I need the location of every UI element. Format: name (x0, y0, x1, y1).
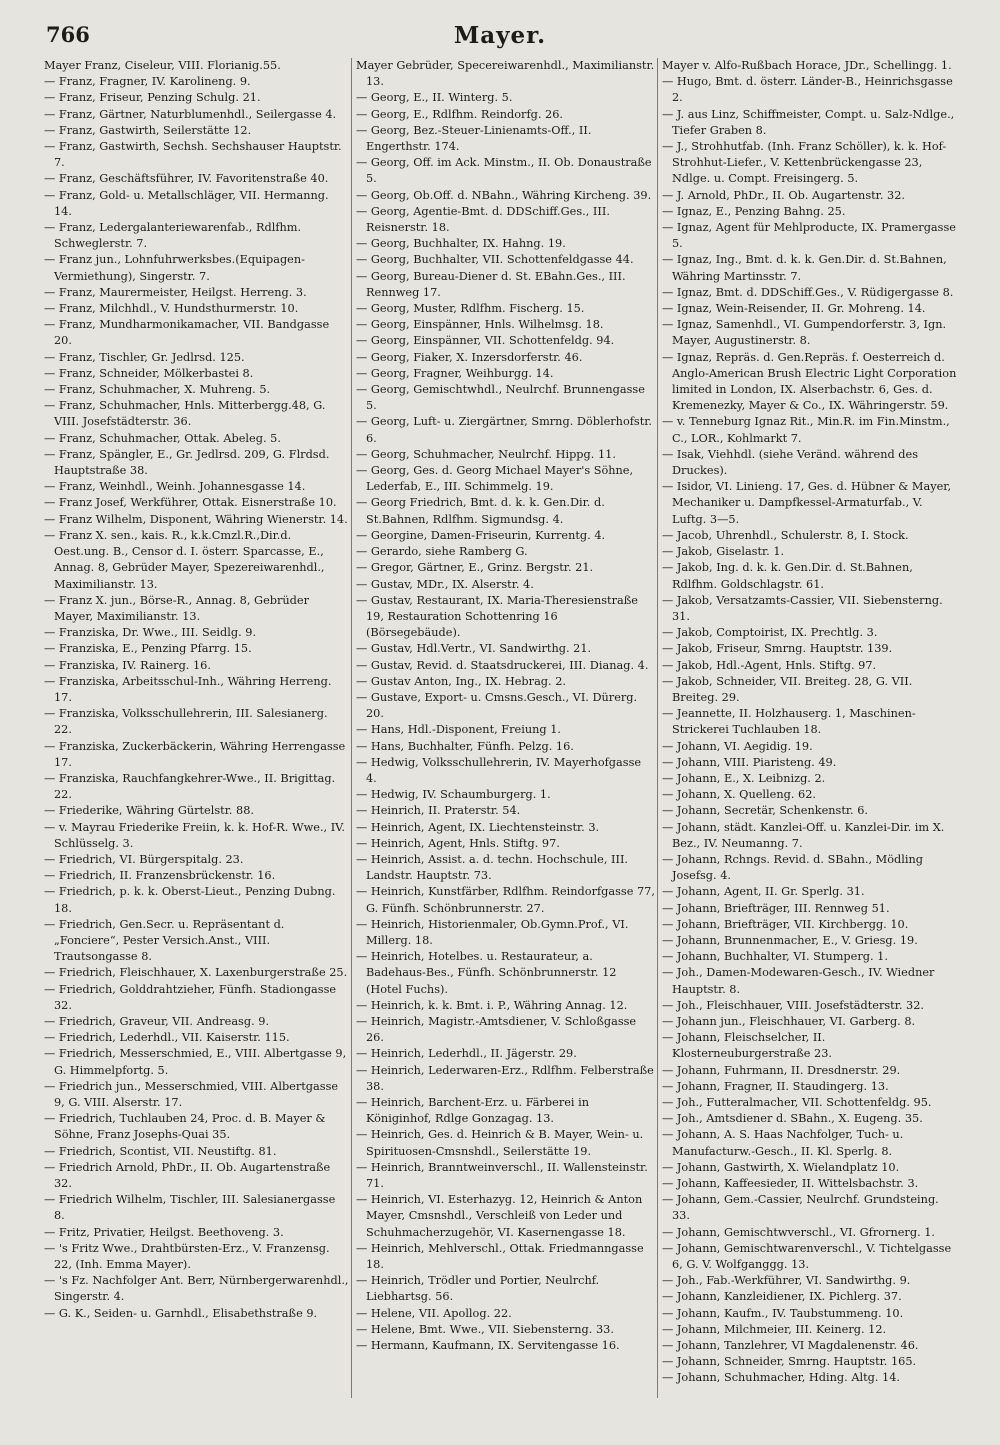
directory-entry: — Franz, Mundharmonikamacher, VII. Bandgasse 20. (44, 318, 330, 348)
directory-entry: — Heinrich, VI. Esterhazyg. 12, Heinrich & Anton Mayer, Cmsnshdl., Verschleiß von Leder und Schuhmacherzugehör, VI. Kasernengasse 18. (356, 1193, 643, 1239)
directory-entry: — Franz Josef, Werkführer, Ottak. Eisnerstraße 10. (44, 496, 337, 510)
directory-entry: — Gustav Anton, Ing., IX. Hebrag. 2. (356, 674, 566, 688)
directory-entry: — Georg, Ges. d. Georg Michael Mayer's Söhne, Lederfab, E., III. Schimmelg. 19. (356, 464, 634, 494)
directory-entry: — Johann, Rchngs. Revid. d. SBahn., Mödling Josefsg. 4. (662, 852, 924, 883)
directory-entry: — Johann, VIII. Piaristeng. 49. (662, 755, 837, 769)
directory-entry: — Friedrich, VI. Bürgerspitalg. 23. (44, 852, 244, 866)
directory-entry: — Heinrich, Kunstfärber, Rdlfhm. Reindorfgasse 77, G. Fünfh. Schönbrunnerstr. 27. (356, 885, 655, 915)
column-3 (662, 58, 960, 1398)
directory-entry: — Jakob, Ing. d. k. k. Gen.Dir. d. St.Bahnen, Rdlfhm. Goldschlagstr. 61. (662, 561, 913, 591)
directory-entry: — 's Fritz Wwe., Drahtbürsten-Erz., V. Franzensg. 22, (Inh. Emma Mayer). (44, 1241, 330, 1272)
directory-entry: — G. K., Seiden- u. Garnhdl., Elisabethstraße 9. (44, 1306, 318, 1320)
directory-entry: — Jakob, Comptoirist, IX. Prechtlg. 3. (662, 626, 878, 640)
directory-entry: — Franziska, Volksschullehrerin, III. Salesianerg. 22. (44, 707, 328, 737)
directory-entry: — Ignaz, Agent für Mehlproducte, IX. Pramergasse 5. (662, 221, 956, 251)
directory-entry: — Heinrich, Trödler und Portier, Neulrchf. Liebhartsg. 56. (356, 1274, 600, 1304)
directory-entry: — Franz, Geschäftsführer, IV. Favoritenstraße 40. (44, 172, 329, 186)
directory-entry: — Georg, Muster, Rdlfhm. Fischerg. 15. (356, 302, 585, 316)
directory-entry: — Johann, städt. Kanzlei-Off. u. Kanzlei-Dir. im X. Bez., IV. Neumanng. 7. (662, 820, 945, 850)
directory-entry: — Georg, Bez.-Steuer-Linienamts-Off., II. Engerthstr. 174. (356, 123, 592, 154)
page-number: 766 (46, 22, 90, 47)
directory-entry: — Heinrich, Historienmaler, Ob.Gymn.Prof., VI. Millerg. 18. (356, 917, 629, 947)
directory-entry: — Gustav, Revid. d. Staatsdruckerei, III. Dianag. 4. (356, 658, 649, 672)
directory-entry: — Franz, Gold- u. Metallschläger, VII. Hermanng. 14. (44, 188, 329, 218)
directory-entry: — Franz, Schuhmacher, Ottak. Abeleg. 5. (44, 431, 281, 445)
directory-entry: — Friedrich, Tuchlauben 24, Proc. d. B. Mayer & Söhne, Franz Josephs-Quai 35. (44, 1112, 326, 1142)
directory-entry: — Helene, VII. Apollog. 22. (356, 1306, 512, 1320)
directory-entry: — Friedrich jun., Messerschmied, VIII. Albertgasse 9, G. VIII. Alserstr. 17. (44, 1079, 339, 1109)
directory-entry: — Friedrich, p. k. k. Oberst-Lieut., Penzing Dubng. 18. (44, 885, 336, 915)
directory-entry: — Johann, E., X. Leibnizg. 2. (662, 771, 826, 785)
directory-entry: — Ignaz, Repräs. d. Gen.Repräs. f. Oesterreich d. Anglo-American Brush Electric Light Corporation limited in London, IX. Alserbachstr. 6, Ges. d. Kremenezky, Mayer & Co., IX. Währingerstr. 59. (662, 350, 957, 413)
directory-entry: — Georg, Ob.Off. d. NBahn., Währing Kircheng. 39. (356, 188, 652, 202)
directory-entry: — Franz, Schuhmacher, Hnls. Mitterbergg.48, G. VIII. Josefstädterstr. 36. (44, 399, 326, 429)
directory-entry: — Heinrich, Ges. d. Heinrich & B. Mayer, Wein- u. Spirituosen-Cmsnshdl., Seilerstätte 19. (356, 1128, 644, 1158)
directory-entry: — Hugo, Bmt. d. österr. Länder-B., Heinrichsgasse 2. (662, 75, 953, 105)
directory-entry: — Johann, Schneider, Smrng. Hauptstr. 165. (662, 1355, 917, 1369)
directory-entry: — Johann, Fuhrmann, II. Dresdnerstr. 29. (662, 1063, 901, 1077)
directory-entry: — Joh., Futteralmacher, VII. Schottenfeldg. 95. (662, 1096, 932, 1109)
directory-entry: — Franz, Ledergalanteriewarenfab., Rdlfhm. Schweglerstr. 7. (44, 221, 302, 251)
directory-entry: — Franziska, IV. Rainerg. 16. (44, 658, 211, 672)
directory-entry: — v. Mayrau Friederike Freiin, k. k. Hof-R. Wwe., IV. Schlüsselg. 3. (44, 820, 345, 850)
directory-entry: — Friedrich, II. Franzensbrückenstr. 16. (44, 869, 276, 883)
directory-entry: — Joh., Amtsdiener d. SBahn., X. Eugeng. 35. (662, 1112, 923, 1126)
directory-entry: — Friedrich, Golddrahtzieher, Fünfh. Stadiongasse 32. (44, 982, 337, 1012)
directory-entry: — Ignaz, Wein-Reisender, II. Gr. Mohreng. 14. (662, 302, 926, 316)
directory-entry: — Johann, Gemischtwverschl., VI. Gfrornerg. 1. (662, 1225, 936, 1239)
directory-entry: — Franziska, Rauchfangkehrer-Wwe., II. Brigittag. 22. (44, 771, 336, 802)
directory-entry: — Johann, Briefträger, III. Rennweg 51. (662, 901, 890, 915)
directory-entry: — Georg, Luft- u. Ziergärtner, Smrng. Döblerhofstr. 6. (356, 415, 653, 445)
directory-entry: — Franz, Fragner, IV. Karolineng. 9. (44, 75, 251, 89)
directory-entry: — Johann, Gemischtwarenverschl., V. Tichtelgasse 6, G. V. Wolfganggg. 13. (662, 1241, 952, 1272)
directory-entry: — Franz, Spängler, E., Gr. Jedlrsd. 209, G. Flrdsd. Hauptstraße 38. (44, 447, 330, 478)
directory-entry: — Hans, Hdl.-Disponent, Freiung 1. (356, 723, 561, 737)
directory-entry: — Johann, Kaufm., IV. Taubstummeng. 10. (662, 1306, 904, 1320)
directory-entry: — Friedrich, Lederhdl., VII. Kaiserstr. 115. (44, 1031, 290, 1045)
directory-entry: — Franziska, E., Penzing Pfarrg. 15. (44, 642, 252, 656)
directory-entry: — Gustave, Export- u. Cmsns.Gesch., VI. Dürerg. 20. (356, 690, 638, 721)
directory-entry: — Heinrich, II. Praterstr. 54. (356, 804, 521, 818)
directory-entry: — Jakob, Friseur, Smrng. Hauptstr. 139. (662, 642, 893, 656)
page-header (0, 18, 1000, 54)
directory-entry: — Johann, Milchmeier, III. Keinerg. 12. (662, 1322, 887, 1336)
directory-entry: — Georg, Fragner, Weihburgg. 14. (356, 366, 554, 380)
directory-entry: — Joh., Damen-Modewaren-Gesch., IV. Wiedner Hauptstr. 8. (662, 966, 935, 996)
directory-entry: Mayer Gebrüder, Specereiwarenhdl., Maximilianstr. 13. (356, 59, 655, 89)
directory-entry: — J., Strohhutfab. (Inh. Franz Schöller), k. k. Hof-Strohhut-Liefer., V. Kettenbrückengasse 23, Ndlge. u. Compt. Freisingerg. 5. (662, 140, 947, 186)
column-2 (356, 58, 655, 1398)
directory-entry: — Georgine, Damen-Friseurin, Kurrentg. 4. (356, 528, 606, 542)
directory-entry: — Hans, Buchhalter, Fünfh. Pelzg. 16. (356, 739, 574, 753)
directory-entry: — v. Tenneburg Ignaz Rit., Min.R. im Fin.Minstm., C., LOR., Kohlmarkt 7. (662, 415, 950, 445)
directory-entry: — Johann, Gem.-Cassier, Neulrchf. Grundsteing. 33. (662, 1193, 939, 1223)
directory-entry: — Johann, Brunnenmacher, E., V. Griesg. 19. (662, 933, 918, 947)
directory-entry: — Georg, Buchhalter, VII. Schottenfeldgasse 44. (356, 253, 634, 267)
directory-entry: — Hedwig, Volksschullehrerin, IV. Mayerhofgasse 4. (356, 755, 642, 785)
directory-entry: — Heinrich, Assist. a. d. techn. Hochschule, III. Landstr. Hauptstr. 73. (356, 852, 629, 883)
directory-entry: — Heinrich, Branntweinverschl., II. Wallensteinstr. 71. (356, 1160, 648, 1191)
directory-entry: — Ignaz, Ing., Bmt. d. k. k. Gen.Dir. d. St.Bahnen, Währing Martinsstr. 7. (662, 253, 947, 283)
directory-entry: — Georg, Schuhmacher, Neulrchf. Hippg. 11. (356, 447, 616, 461)
directory-entry: — Georg, Einspänner, VII. Schottenfeldg. 94. (356, 334, 615, 348)
directory-entry: — Jakob, Schneider, VII. Breiteg. 28, G. VII. Breiteg. 29. (662, 674, 913, 704)
directory-entry: — Franz, Schneider, Mölkerbastei 8. (44, 366, 254, 380)
directory-entry: — Franz jun., Lohnfuhrwerksbes.(Equipagen-Vermiethung), Singerstr. 7. (44, 253, 305, 283)
directory-entry: — Friedrich, Messerschmied, E., VIII. Albertgasse 9, G. Himmelpfortg. 5. (44, 1047, 347, 1077)
directory-entry: — Franz, Gärtner, Naturblumenhdl., Seilergasse 4. (44, 107, 337, 121)
directory-entry: — Gregor, Gärtner, E., Grinz. Bergstr. 21. (356, 561, 594, 575)
directory-entry: — Georg, Gemischtwhdl., Neulrchf. Brunnengasse 5. (356, 383, 645, 413)
directory-entry: — Johann, VI. Aegidig. 19. (662, 739, 813, 753)
directory-entry: — Friedrich, Fleischhauer, X. Laxenburgerstraße 25. (44, 966, 348, 980)
directory-entry: — Hedwig, IV. Schaumburgerg. 1. (356, 788, 551, 802)
directory-entry: — Franz, Friseur, Penzing Schulg. 21. (44, 91, 261, 105)
directory-entry: — Johann, Kaffeesieder, II. Wittelsbachstr. 3. (662, 1177, 919, 1191)
directory-entry: — Heinrich, Agent, Hnls. Stiftg. 97. (356, 836, 560, 850)
directory-entry: — Johann, A. S. Haas Nachfolger, Tuch- u. Manufacturw.-Gesch., II. Kl. Sperlg. 8. (662, 1128, 904, 1158)
directory-entry: — Georg, E., II. Winterg. 5. (356, 91, 513, 105)
directory-entry: — Gustav, MDr., IX. Alserstr. 4. (356, 577, 534, 591)
directory-entry: — Heinrich, Mehlverschl., Ottak. Friedmanngasse 18. (356, 1241, 644, 1272)
directory-entry: — Franz, Schuhmacher, X. Muhreng. 5. (44, 383, 271, 397)
column-1 (44, 58, 349, 1398)
column-divider (657, 58, 658, 1398)
directory-entry: — Franz X. sen., kais. R., k.k.Cmzl.R.,Dir.d. Oest.ung. B., Censor d. I. österr. Sparcasse, E., Annag. 8, Gebrüder Mayer, Spezereiwarenhdl., Maximilianstr. 13. (44, 528, 325, 591)
directory-entry: — Ignaz, Bmt. d. DDSchiff.Ges., V. Rüdigergasse 8. (662, 285, 954, 299)
directory-entry: — J. aus Linz, Schiffmeister, Compt. u. Salz-Ndlge., Tiefer Graben 8. (662, 107, 955, 137)
directory-entry: — Joh., Fleischhauer, VIII. Josefstädterstr. 32. (662, 998, 925, 1012)
directory-entry: — Georg, Einspänner, Hnls. Wilhelmsg. 18. (356, 318, 604, 332)
directory-entry: — Heinrich, Agent, IX. Liechtensteinstr. 3. (356, 820, 600, 834)
directory-entry: — Jakob, Giselastr. 1. (662, 545, 785, 559)
directory-entry: — Johann, Gastwirth, X. Wielandplatz 10. (662, 1160, 900, 1174)
directory-entry: — Jakob, Versatzamts-Cassier, VII. Siebensterng. 31. (662, 593, 943, 623)
directory-entry: — Franz Wilhelm, Disponent, Währing Wienerstr. 14. (44, 512, 348, 526)
directory-entry: — Georg Friedrich, Bmt. d. k. k. Gen.Dir. d. St.Bahnen, Rdlfhm. Sigmundsg. 4. (356, 496, 605, 526)
directory-entry: — Franz, Gastwirth, Seilerstätte 12. (44, 123, 252, 137)
directory-entry: — Georg, Off. im Ack. Minstm., II. Ob. Donaustraße 5. (356, 156, 652, 186)
directory-entry: — Heinrich, Lederhdl., II. Jägerstr. 29. (356, 1047, 577, 1061)
directory-entry: — Georg, Bureau-Diener d. St. EBahn.Ges., III. Rennweg 17. (356, 269, 626, 299)
directory-entry: — Friederike, Währing Gürtelstr. 88. (44, 804, 255, 818)
directory-entry: — Friedrich Wilhelm, Tischler, III. Salesianergasse 8. (44, 1193, 336, 1223)
directory-entry: — Johann jun., Fleischhauer, VI. Garberg. 8. (662, 1014, 916, 1028)
directory-entry: — Franziska, Arbeitsschul-Inh., Währing Herreng. 17. (44, 674, 332, 704)
directory-entry: — Franz, Weinhdl., Weinh. Johannesgasse 14. (44, 480, 306, 494)
directory-entry: — Jakob, Hdl.-Agent, Hnls. Stiftg. 97. (662, 658, 877, 672)
directory-entry: — Heinrich, k. k. Bmt. i. P., Währing Annag. 12. (356, 998, 628, 1012)
directory-entry: — Johann, Fragner, II. Staudingerg. 13. (662, 1079, 889, 1093)
directory-entry: — Georg, Buchhalter, IX. Hahng. 19. (356, 237, 566, 251)
directory-entry: — Georg, E., Rdlfhm. Reindorfg. 26. (356, 107, 564, 121)
directory-entry: — Fritz, Privatier, Heilgst. Beethoveng. 3. (44, 1225, 284, 1239)
directory-entry: — Heinrich, Magistr.-Amtsdiener, V. Schloßgasse 26. (356, 1014, 637, 1045)
directory-entry: — Helene, Bmt. Wwe., VII. Siebensterng. 33. (356, 1322, 614, 1336)
directory-entry: Mayer v. Alfo-Rußbach Horace, JDr., Schellingg. 1. (662, 59, 952, 72)
directory-entry: — Franz, Gastwirth, Sechsh. Sechshauser Hauptstr. 7. (44, 140, 342, 170)
directory-entry: — Gerardo, siehe Ramberg G. (356, 545, 528, 559)
directory-entry: — Gustav, Hdl.Vertr., VI. Sandwirthg. 21. (356, 642, 592, 656)
directory-entry: — Heinrich, Lederwaren-Erz., Rdlfhm. Felberstraße 38. (356, 1063, 654, 1093)
directory-entry: — Jacob, Uhrenhdl., Schulerstr. 8, I. Stock. (662, 528, 909, 542)
directory-entry: — J. Arnold, PhDr., II. Ob. Augartenstr. 32. (662, 188, 905, 202)
directory-entry: — Ignaz, Samenhdl., VI. Gumpendorferstr. 3, Ign. Mayer, Augustinerstr. 8. (662, 318, 947, 348)
directory-entry: — Hermann, Kaufmann, IX. Servitengasse 16. (356, 1339, 620, 1353)
directory-entry: — Friedrich, Gen.Secr. u. Repräsentant d. „Fonciere“, Pester Versich.Anst., VIII. Trautsongasse 8. (44, 917, 285, 964)
directory-entry: — Friedrich Arnold, PhDr., II. Ob. Augartenstraße 32. (44, 1160, 331, 1191)
directory-entry: — Gustav, Restaurant, IX. Maria-Theresienstraße 19, Restauration Schottenring 16 (Börsegebäude). (356, 593, 638, 640)
directory-entry: — Johann, Agent, II. Gr. Sperlg. 31. (662, 885, 865, 899)
directory-entry: — Isidor, VI. Linieng. 17, Ges. d. Hübner & Mayer, Mechaniker u. Dampfkessel-Armaturfab., V. Luftg. 3—5. (662, 480, 952, 526)
directory-entry: — Franz X. jun., Börse-R., Annag. 8, Gebrüder Mayer, Maximilianstr. 13. (44, 593, 309, 623)
directory-entry: — Johann, Secretär, Schenkenstr. 6. (662, 804, 868, 818)
directory-entry: — 's Fz. Nachfolger Ant. Berr, Nürnbergerwarenhdl., Singerstr. 4. (44, 1274, 349, 1304)
directory-entry: — Franz, Milchhdl., V. Hundsthurmerstr. 10. (44, 302, 299, 316)
directory-entry: — Friedrich, Graveur, VII. Andreasg. 9. (44, 1014, 270, 1028)
directory-entry: — Johann, Kanzleidiener, IX. Pichlerg. 37. (662, 1290, 902, 1304)
directory-entry: — Heinrich, Hotelbes. u. Restaurateur, a. Badehaus-Bes., Fünfh. Schönbrunnerstr. 12 (Hotel Fuchs). (356, 950, 617, 996)
directory-entry: — Johann, Buchhalter, VI. Stumperg. 1. (662, 950, 888, 964)
directory-entry: — Johann, Tanzlehrer, VI Magdalenenstr. 46. (662, 1339, 919, 1353)
directory-entry: — Franz, Maurermeister, Heilgst. Herreng. 3. (44, 285, 307, 299)
directory-entry: — Georg, Fiaker, X. Inzersdorferstr. 46. (356, 350, 583, 364)
directory-entry: — Johann, Fleischselcher, II. Klosterneuburgerstraße 23. (662, 1031, 832, 1061)
page-title: Mayer. (453, 22, 547, 49)
directory-entry: — Johann, Schuhmacher, Hding. Altg. 14. (662, 1371, 901, 1385)
directory-entry: — Friedrich, Scontist, VII. Neustiftg. 81. (44, 1144, 277, 1158)
directory-entry: — Isak, Viehhdl. (siehe Veränd. während des Druckes). (662, 447, 919, 478)
directory-entry: — Ignaz, E., Penzing Bahng. 25. (662, 204, 846, 218)
directory-entry: — Georg, Agentie-Bmt. d. DDSchiff.Ges., III. Reisnerstr. 18. (356, 204, 610, 235)
directory-entry: — Franz, Tischler, Gr. Jedlrsd. 125. (44, 350, 245, 364)
directory-entry: — Johann, Briefträger, VII. Kirchbergg. 10. (662, 917, 909, 931)
directory-entry: — Heinrich, Barchent-Erz. u. Färberei in Königinhof, Rdlge Gonzagag. 13. (356, 1096, 590, 1126)
directory-entry: Mayer Franz, Ciseleur, VIII. Florianig.55. (44, 59, 281, 72)
directory-entry: — Franziska, Zuckerbäckerin, Währing Herrengasse 17. (44, 739, 346, 769)
directory-entry: — Joh., Fab.-Werkführer, VI. Sandwirthg. 9. (662, 1274, 911, 1288)
directory-entry: — Jeannette, II. Holzhauserg. 1, Maschinen-Strickerei Tuchlauben 18. (662, 707, 916, 737)
column-divider (351, 58, 352, 1398)
directory-entry: — Johann, X. Quelleng. 62. (662, 788, 816, 802)
directory-entry: — Franziska, Dr. Wwe., III. Seidlg. 9. (44, 626, 257, 640)
